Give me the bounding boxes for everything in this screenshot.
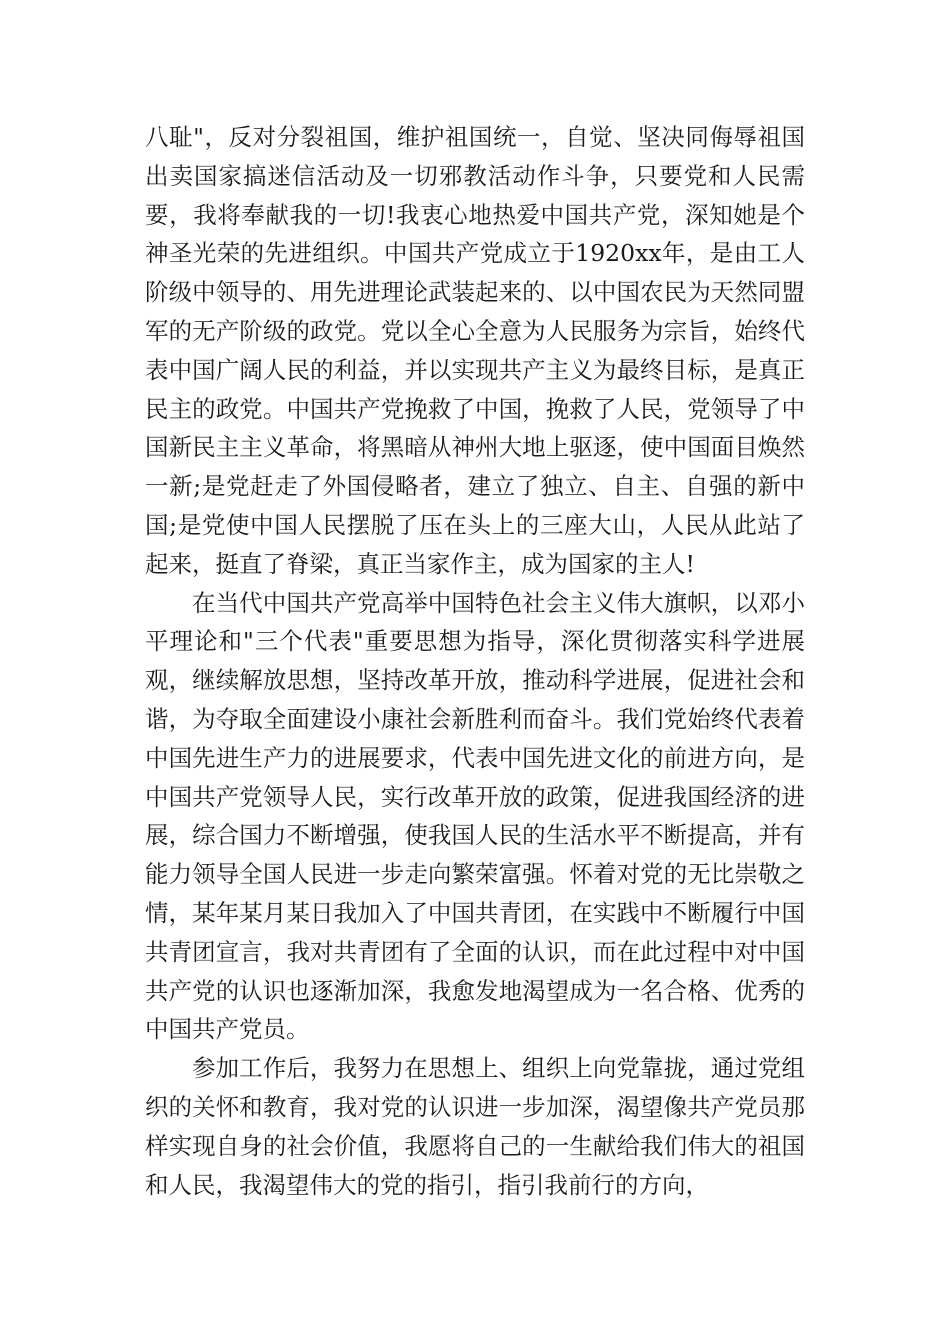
paragraph-2: 在当代中国共产党高举中国特色社会主义伟大旗帜，以邓小平理论和"三个代表"重要思想为指导，深化贯彻落实科学进展观，继续解放思想，坚持改革开放，推动科学进展，促进社会和谐，为夺取全面建设小康社会新胜利而奋斗。我们党始终代表着中国先进生产力的进展要求，代表中国先进文化的前进方向，是中国共产党领导人民，实行改革开放的政策，促进我国经济的进展，综合国力不断增强，使我国人民的生活水平不断提高，并有能力领导全国人民进一步走向繁荣富强。怀着对党的无比崇敬之情，某年某月某日我加入了中国共青团，在实践中不断履行中国共青团宣言，我对共青团有了全面的认识，而在此过程中对中国共产党的认识也逐渐加深，我愈发地渴望成为一名合格、优秀的中国共产党员。 — [145, 588, 805, 1044]
paragraph-1: 八耻"，反对分裂祖国，维护祖国统一，自觉、坚决同侮辱祖国出卖国家搞迷信活动及一切邪教活动作斗争，只要党和人民需要，我将奉献我的一切!我衷心地热爱中国共产党，深知她是个神圣光荣的先进组织。中国共产党成立于1920xx年，是由工人阶级中领导的、用先进理论武装起来的、以中国农民为天然同盟军的无产阶级的政党。党以全心全意为人民服务为宗旨，始终代表中国广阔人民的利益，并以实现共产主义为最终目标，是真正民主的政党。中国共产党挽救了中国，挽救了人民，党领导了中国新民主主义革命，将黑暗从神州大地上驱逐，使中国面目焕然一新;是党赶走了外国侵略者，建立了独立、自主、自强的新中国;是党使中国人民摆脱了压在头上的三座大山，人民从此站了起来，挺直了脊梁，真正当家作主，成为国家的主人! — [145, 123, 805, 578]
document-body — [145, 118, 805, 1204]
paragraph-3: 参加工作后，我努力在思想上、组织上向党靠拢，通过党组织的关怀和教育，我对党的认识进一步加深，渴望像共产党员那样实现自身的社会价值，我愿将自己的一生献给我们伟大的祖国和人民，我渴望伟大的党的指引，指引我前行的方向， — [145, 1054, 805, 1199]
